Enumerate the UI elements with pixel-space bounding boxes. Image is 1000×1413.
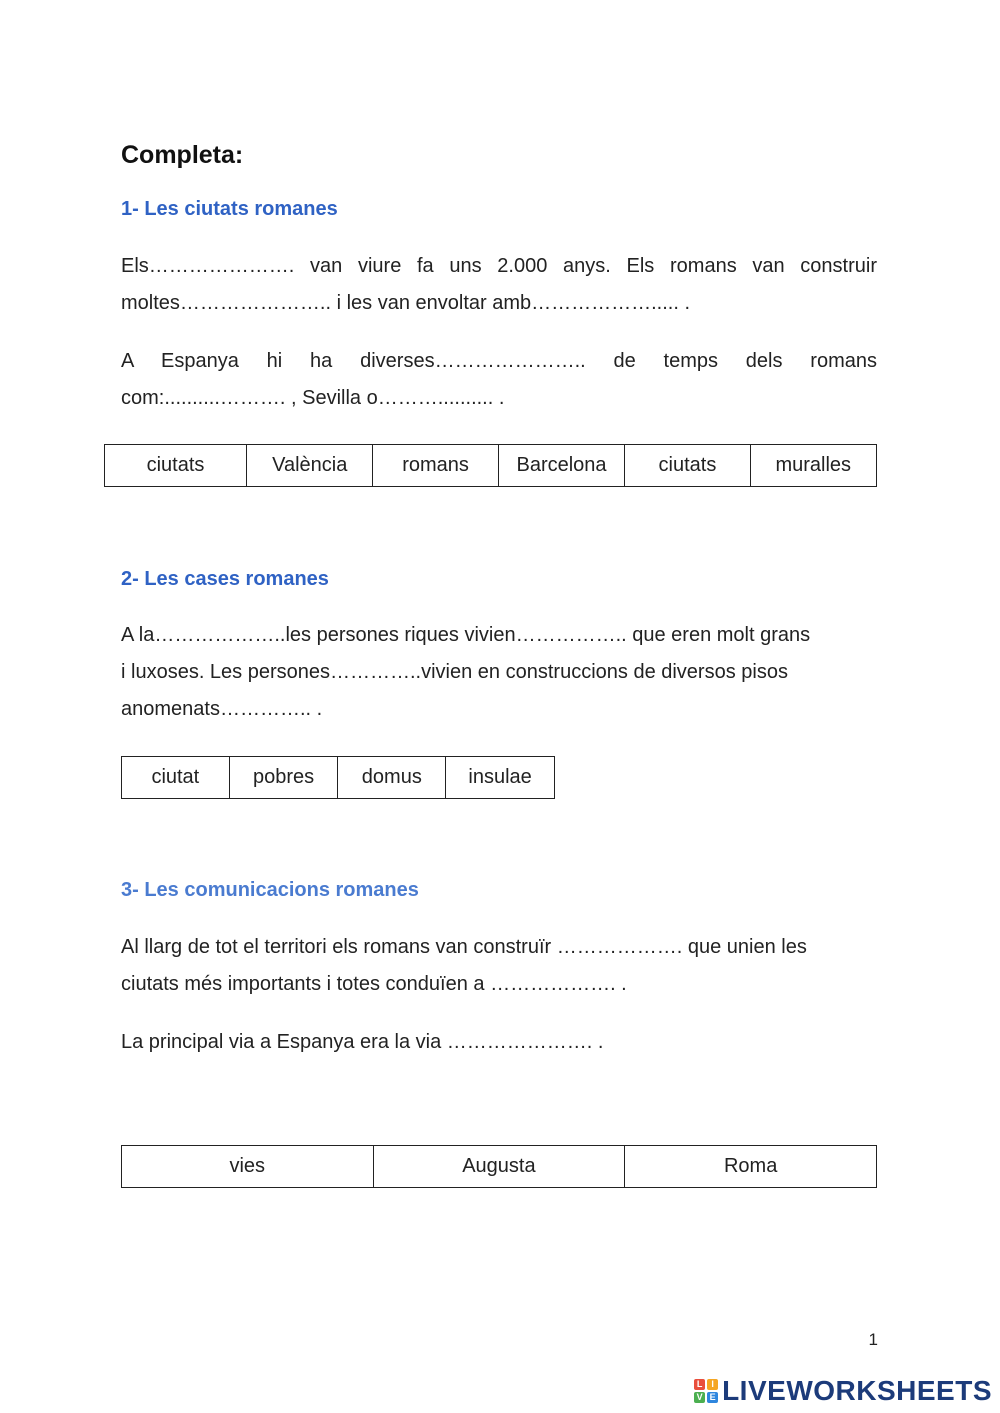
word-bank-2 [121, 756, 555, 799]
word-bank-1 [104, 444, 877, 487]
section-2-paragraph-1 [121, 617, 877, 728]
section-1-paragraph-1 [121, 248, 877, 322]
page-title: Completa: [121, 141, 244, 169]
word-bank-cell: Roma [625, 1146, 877, 1188]
word-bank-3 [121, 1145, 877, 1188]
logo-letter: L [694, 1379, 705, 1390]
paragraph-line: com:..........………. , Sevilla o……….......... . [121, 387, 505, 409]
section-3-heading: 3- Les comunicacions romanes [121, 879, 419, 901]
word-bank-cell: muralles [750, 445, 876, 487]
section-2-heading: 2- Les cases romanes [121, 568, 329, 590]
word-bank-cell: domus [338, 757, 446, 799]
liveworksheets-logo-icon [694, 1379, 718, 1403]
word-bank-cell: romans [373, 445, 498, 487]
word-bank-cell: Augusta [373, 1146, 625, 1188]
word-bank-cell: ciutat [122, 757, 230, 799]
word-bank-cell: Barcelona [498, 445, 625, 487]
paragraph-line: anomenats………….. . [121, 698, 323, 720]
word-bank-cell: ciutats [105, 445, 247, 487]
section-3-paragraph-1 [121, 929, 877, 1003]
paragraph-line: ciutats més importants i totes conduïen a ………………. . [121, 973, 627, 995]
word-bank-cell: pobres [229, 757, 338, 799]
paragraph-line: moltes………………….. i les van envoltar amb………………..... . [121, 292, 691, 314]
paragraph-line: Els…………………. van viure fa uns 2.000 anys. Els romans van construir [121, 255, 877, 277]
logo-letter: V [694, 1392, 705, 1403]
page-number: 1 [868, 1330, 878, 1349]
paragraph-line: i luxoses. Les persones…………..vivien en construccions de diversos pisos [121, 661, 788, 683]
word-bank-cell: vies [122, 1146, 374, 1188]
section-1-paragraph-2 [121, 343, 877, 417]
liveworksheets-brand[interactable] [694, 1375, 992, 1407]
word-bank-cell: insulae [446, 757, 555, 799]
word-bank-cell: ciutats [625, 445, 750, 487]
word-bank-cell: València [247, 445, 373, 487]
liveworksheets-wordmark: LIVEWORKSHEETS [722, 1375, 992, 1406]
paragraph-line: La principal via a Espanya era la via …………………. . [121, 1031, 604, 1053]
logo-letter: E [707, 1392, 718, 1403]
paragraph-line: A Espanya hi ha diverses………………….. de temps dels romans [121, 350, 877, 372]
section-1-heading: 1- Les ciutats romanes [121, 198, 338, 220]
paragraph-line: A la………………..les persones riques vivien…………….. que eren molt grans [121, 624, 811, 646]
section-3-paragraph-2 [121, 1024, 877, 1061]
logo-letter: I [707, 1379, 718, 1390]
paragraph-line: Al llarg de tot el territori els romans van construïr ………………. que unien les [121, 936, 807, 958]
